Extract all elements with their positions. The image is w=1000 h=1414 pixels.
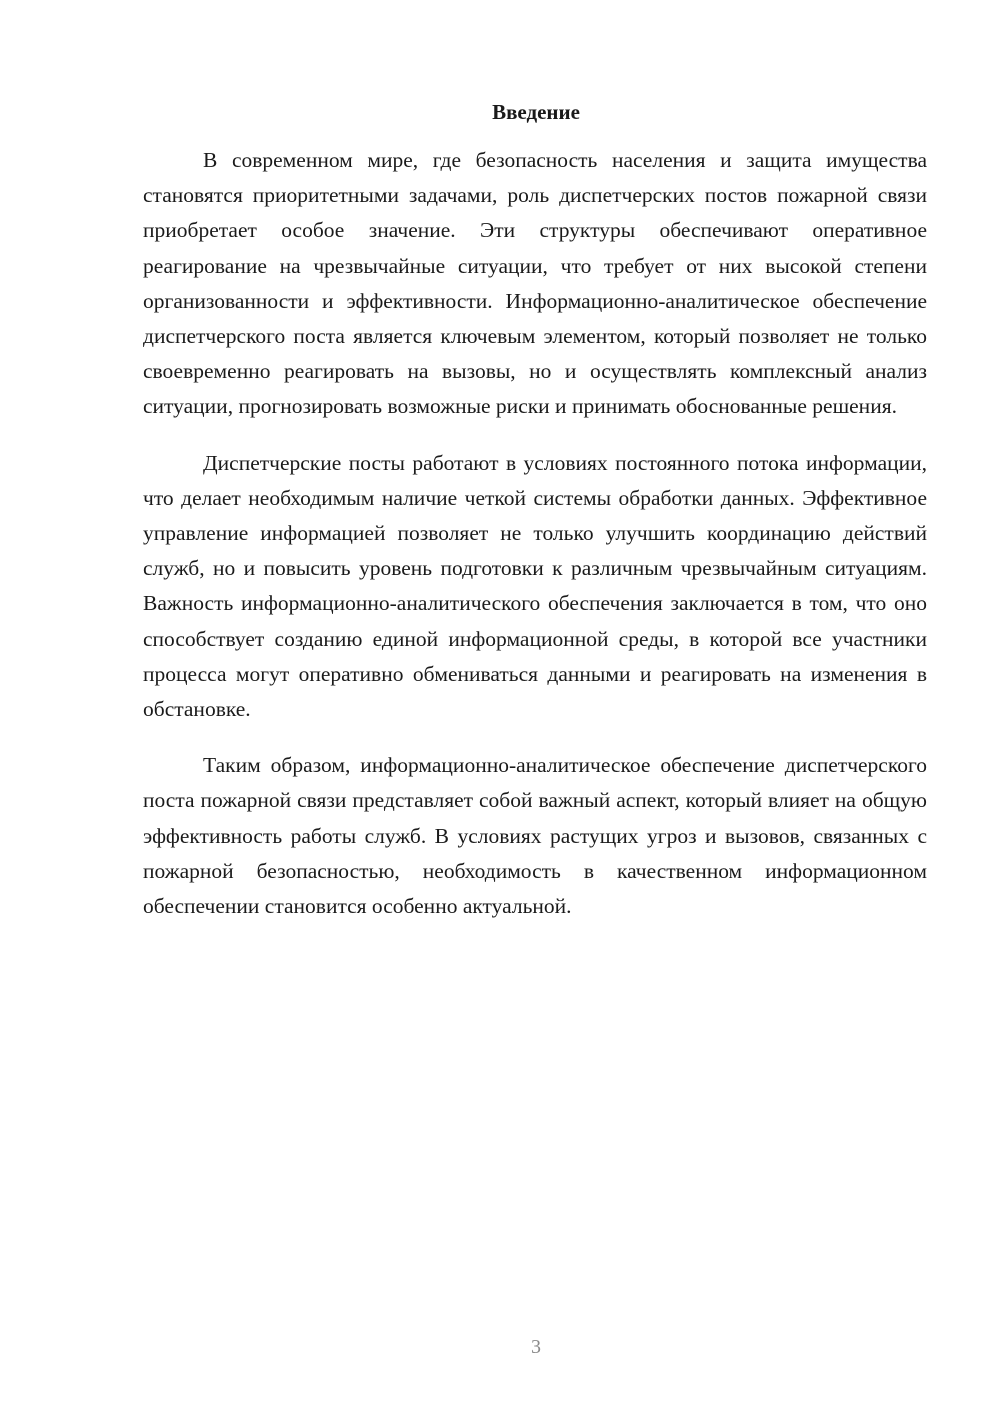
body-text xyxy=(143,143,927,945)
section-heading: Введение xyxy=(492,100,580,124)
paragraph-2: Диспетчерские посты работают в условиях постоянного потока информации, что делает необходимым наличие четкой системы обработки данных. Эффективное управление информацией позволяет не только улучшить координацию действий служб, но и повысить уровень подготовки к различным чрезвычайным ситуациям. Важность информационно-аналитического обеспечения заключается в том, что оно способствует созданию единой информационной среды, в которой все участники процесса могут оперативно обмениваться данными и реагировать на изменения в обстановке. xyxy=(143,450,927,722)
paragraph-3: Таким образом, информационно-аналитическое обеспечение диспетчерского поста пожарной связи представляет собой важный аспект, который влияет на общую эффективность работы служб. В условиях растущих угроз и вызовов, связанных с пожарной безопасностью, необходимость в качественном информационном обеспечении становится особенно актуальной. xyxy=(143,753,927,919)
paragraph-1: В современном мире, где безопасность населения и защита имущества становятся приоритетными задачами, роль диспетчерских постов пожарной связи приобретает особое значение. Эти структуры обеспечивают оперативное реагирование на чрезвычайные ситуации, что требует от них высокой степени организованности и эффективности. Информационно-аналитическое обеспечение диспетчерского поста является ключевым элементом, который позволяет не только своевременно реагировать на вызовы, но и осуществлять комплексный анализ ситуации, прогнозировать возможные риски и принимать обоснованные решения. xyxy=(143,148,927,419)
page-number: 3 xyxy=(531,1336,541,1358)
